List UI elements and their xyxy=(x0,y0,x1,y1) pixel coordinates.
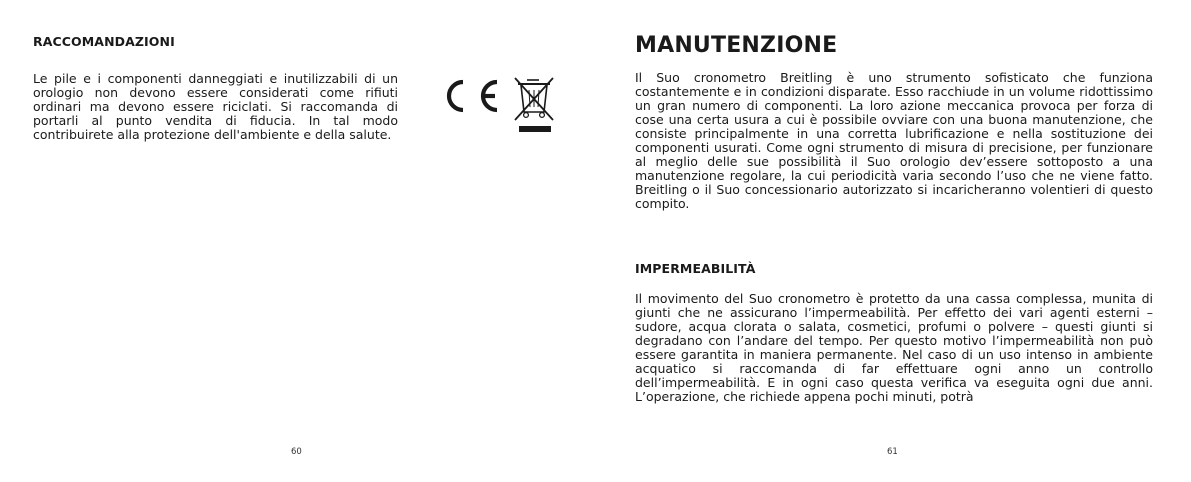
right-page xyxy=(595,0,1191,482)
water-resistance-paragraph: Il movimento del Suo cronometro è protetto da una cassa complessa, munita di giunti che ne assicurano l’impermeabilità. Per effetto dei vari agenti esterni – sudore, acqua clorata o salata, cosmetici, profumi o polvere – questi giunti si degradano con l’andare del tempo. Per questo motivo l’impermeabilità non può essere garantita in maniera permanente. Nel caso di un uso intenso in ambiente acquatico si raccomanda di far effettuare ogni anno un controllo dell’impermeabilità. E in ogni caso questa verifica va eseguita ogni due anni. L’operazione, che richiede appena pochi minuti, potrà xyxy=(635,291,1153,404)
maintenance-paragraph: Il Suo cronometro Breitling è uno strumento sofisticato che funziona costantemente e in condizioni disparate. Esso racchiude in un volume ridottissimo un gran numero di componenti. La loro azione meccanica provoca per forza di cose una certa usura a cui è possibile ovviare con una buona manutenzione, che consiste principalmente in una corretta lubrificazione e nella sostituzione dei componenti usurati. Come ogni strumento di misura di precisione, per funzionare al meglio delle sue possibilità il Suo orologio dev’essere sottoposto a una manutenzione regolare, la cui periodicità varia secondo l’uso che ne viene fatto. Breitling o il Suo concessionario autorizzato si incaricheranno volentieri di questo compito. xyxy=(635,70,1153,211)
maintenance-heading: MANUTENZIONE xyxy=(635,33,838,58)
left-page xyxy=(0,0,595,482)
crossed-out-wheelie-bin-icon xyxy=(513,76,555,136)
page-number-left: 60 xyxy=(291,447,302,457)
ce-mark-icon xyxy=(435,79,507,113)
page-number-right: 61 xyxy=(887,447,898,457)
water-resistance-heading: IMPERMEABILITÀ xyxy=(635,261,756,276)
recommendations-paragraph: Le pile e i componenti danneggiati e inutilizzabili di un orologio non devono essere considerati come rifiuti ordinari ma devono essere riciclati. Si raccomanda di portarli al punto vendita di fiducia. In tal modo contribuirete alla protezione dell'ambiente e della salute. xyxy=(33,71,398,142)
recommendations-heading: RACCOMANDAZIONI xyxy=(33,34,175,49)
